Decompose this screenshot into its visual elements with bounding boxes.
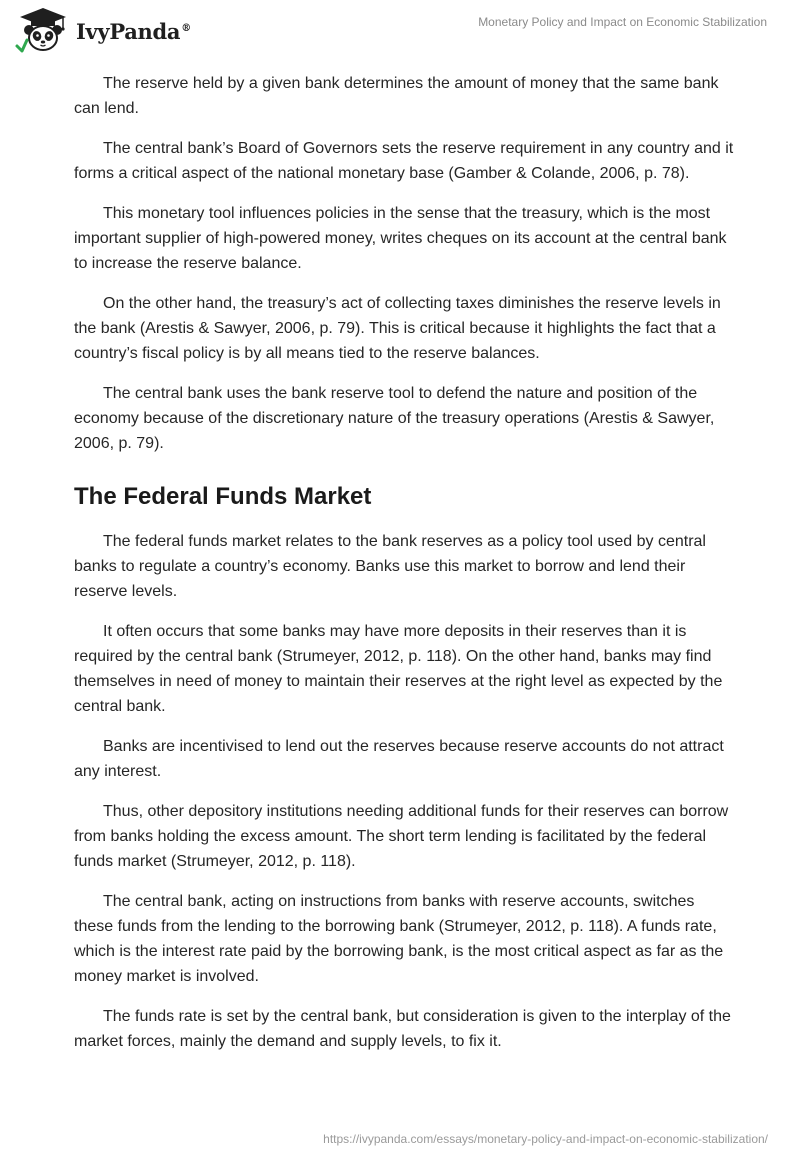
- ivypanda-logo[interactable]: [14, 6, 191, 54]
- page-header: [0, 0, 800, 64]
- paragraph: The central bank uses the bank reserve tool to defend the nature and position of the economy because of the discretionary nature of the treasury operations (Arestis & Sawyer, 2006, p. 79).: [74, 385, 715, 452]
- paragraph: The central bank’s Board of Governors sets the reserve requirement in any country and it forms a critical aspect of the national monetary base (Gamber & Colande, 2006, p. 78).: [74, 140, 734, 182]
- paragraph: It often occurs that some banks may have more deposits in their reserves than it is required by the central bank (Strumeyer, 2012, p. 118). On the other hand, banks may find themselves in need of money to maintain their reserves at the right level as expected by the central bank.: [74, 623, 723, 715]
- document-title: Monetary Policy and Impact on Economic Stabilization: [478, 15, 767, 29]
- logo-wordmark: IvyPanda®: [76, 18, 191, 44]
- paragraph: Banks are incentivised to lend out the reserves because reserve accounts do not attract any interest.: [74, 738, 724, 780]
- paragraph: The federal funds market relates to the bank reserves as a policy tool used by central banks to regulate a country’s economy. Banks use this market to borrow and lend their reserve levels.: [74, 533, 706, 600]
- paragraph: This monetary tool influences policies in the sense that the treasury, which is the most important supplier of high-powered money, writes cheques on its account at the central bank to increase the reserve balance.: [74, 205, 727, 272]
- paragraph: The funds rate is set by the central bank, but consideration is given to the interplay of the market forces, mainly the demand and supply levels, to fix it.: [74, 1008, 731, 1050]
- paragraph: The central bank, acting on instructions from banks with reserve accounts, switches these funds from the lending to the borrowing bank (Strumeyer, 2012, p. 118). A funds rate, which is the interest rate paid by the borrowing bank, is the most critical aspect as far as the money market is involved.: [74, 893, 724, 985]
- panda-graduate-icon: [14, 6, 72, 54]
- source-url[interactable]: https://ivypanda.com/essays/monetary-policy-and-impact-on-economic-stabilization/: [323, 1132, 768, 1146]
- paragraph: Thus, other depository institutions needing additional funds for their reserves can borrow from banks holding the excess amount. The short term lending is facilitated by the federal funds market (Strumeyer, 2012, p. 118).: [74, 803, 729, 870]
- section-heading: The Federal Funds Market: [74, 483, 372, 510]
- paragraph: On the other hand, the treasury’s act of collecting taxes diminishes the reserve levels in the bank (Arestis & Sawyer, 2006, p. 79). This is critical because it highlights the fact that a country’s fiscal policy is by all means tied to the reserve balances.: [74, 295, 721, 362]
- paragraph: The reserve held by a given bank determines the amount of money that the same bank can lend.: [74, 75, 719, 117]
- essay-body: [74, 71, 734, 1069]
